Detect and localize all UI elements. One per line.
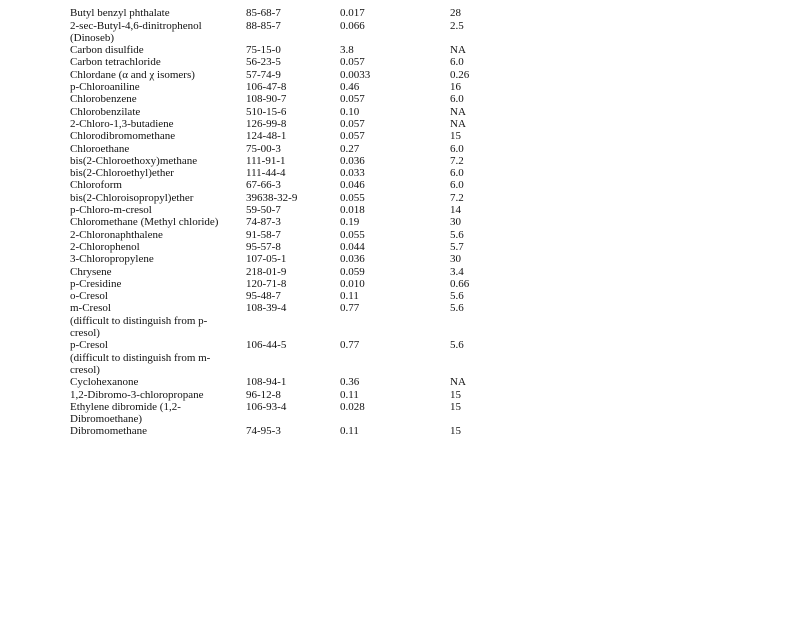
cas-number: 218-01-9 xyxy=(246,265,287,278)
wastewater-standard: 0.018 xyxy=(340,204,365,217)
cas-number: 108-94-1 xyxy=(246,376,287,389)
cas-number: 120-71-8 xyxy=(246,277,287,290)
nonwastewater-standard: 5.6 xyxy=(450,339,464,352)
cas-number: 85-68-7 xyxy=(246,7,281,20)
table-row xyxy=(0,339,800,351)
constituent-name: p-Chloro-m-cresol xyxy=(70,204,152,217)
constituent-name: Chloromethane (Methyl chloride) xyxy=(70,216,219,229)
wastewater-standard: 0.11 xyxy=(340,290,359,303)
cas-number: 106-47-8 xyxy=(246,81,287,94)
wastewater-standard: 0.036 xyxy=(340,154,365,167)
cas-number: 111-91-1 xyxy=(246,154,286,167)
nonwastewater-standard: 6.0 xyxy=(450,56,464,69)
wastewater-standard: 0.055 xyxy=(340,191,365,204)
nonwastewater-standard: 30 xyxy=(450,216,461,229)
table-row xyxy=(0,69,800,81)
cas-number: 111-44-4 xyxy=(246,167,286,180)
cas-number: 56-23-5 xyxy=(246,56,281,69)
nonwastewater-standard: 15 xyxy=(450,388,461,401)
nonwastewater-standard: NA xyxy=(450,44,466,57)
table-row xyxy=(0,130,800,142)
constituent-name: bis(2-Chloroethoxy)methane xyxy=(70,154,198,167)
constituent-name: Chlorobenzilate xyxy=(70,105,141,118)
table-row xyxy=(0,143,800,155)
table-row xyxy=(0,315,800,340)
wastewater-standard: 0.036 xyxy=(340,253,365,266)
nonwastewater-standard: 6.0 xyxy=(450,179,464,192)
constituent-name: p-Cresol xyxy=(70,339,108,352)
nonwastewater-standard: 14 xyxy=(450,204,461,217)
cas-number: 126-99-8 xyxy=(246,117,287,130)
nonwastewater-standard: 5.6 xyxy=(450,228,464,241)
cas-number: 108-90-7 xyxy=(246,93,287,106)
constituent-name xyxy=(70,0,235,7)
cas-number: 59-50-7 xyxy=(246,204,281,217)
table-row xyxy=(0,81,800,93)
constituent-name: 3-Chloropropylene xyxy=(70,253,154,266)
wastewater-standard: 0.010 xyxy=(340,277,365,290)
cas-number: 67-66-3 xyxy=(246,179,281,192)
constituent-name: bis(2-Chloroethyl)ether xyxy=(70,167,174,180)
table-row xyxy=(0,179,800,191)
table-row xyxy=(0,167,800,179)
constituent-name: Chlorobenzene xyxy=(70,93,137,106)
wastewater-standard: 0.11 xyxy=(340,388,359,401)
constituent-name: Dibromomethane xyxy=(70,425,147,438)
wastewater-standard: 3.8 xyxy=(340,44,354,57)
constituent-name: Chlordane (α and χ isomers) xyxy=(70,68,195,81)
wastewater-standard: 0.059 xyxy=(340,265,365,278)
wastewater-standard: 0.066 xyxy=(340,19,365,32)
nonwastewater-standard: 6.0 xyxy=(450,167,464,180)
cas-number: 57-74-9 xyxy=(246,68,281,81)
nonwastewater-standard: 6.0 xyxy=(450,142,464,155)
constituent-name: Chloroform xyxy=(70,179,122,192)
table-row xyxy=(0,20,800,45)
table-row xyxy=(0,229,800,241)
cas-number: 96-12-8 xyxy=(246,388,281,401)
cas-number: 39638-32-9 xyxy=(246,191,298,204)
cas-number: 75-15-0 xyxy=(246,44,281,57)
wastewater-standard: 0.46 xyxy=(340,81,360,94)
table-row xyxy=(0,389,800,401)
nonwastewater-standard: 3.4 xyxy=(450,265,464,278)
constituent-name: (difficult to distinguish from p-cresol) xyxy=(70,314,208,340)
constituent-name: Chlorodibromomethane xyxy=(70,130,176,143)
constituent-name: 2-Chloronaphthalene xyxy=(70,228,163,241)
table-row xyxy=(0,0,800,7)
cas-number: 74-95-3 xyxy=(246,425,281,438)
wastewater-standard: 0.046 xyxy=(340,179,365,192)
wastewater-standard: 0.017 xyxy=(340,7,365,20)
cas-number: 108-39-4 xyxy=(246,302,287,315)
table-row xyxy=(0,216,800,228)
wastewater-standard: 0.10 xyxy=(340,105,360,118)
constituent-name: Chloroethane xyxy=(70,142,130,155)
nonwastewater-standard: 0.26 xyxy=(450,68,470,81)
wastewater-standard: 0.044 xyxy=(340,240,365,253)
table-row xyxy=(0,302,800,314)
wastewater-standard: 0.11 xyxy=(340,425,359,438)
nonwastewater-standard: NA xyxy=(450,376,466,389)
wastewater-standard: 0.033 xyxy=(340,167,365,180)
constituent-name: o-Cresol xyxy=(70,290,108,303)
cas-number: 106-93-4 xyxy=(246,400,287,413)
wastewater-standard: 0.27 xyxy=(340,142,360,155)
wastewater-standard: 0.0033 xyxy=(340,68,371,81)
wastewater-standard: 0.057 xyxy=(340,117,365,130)
wastewater-standard: 0.057 xyxy=(340,56,365,69)
wastewater-standard: 0.057 xyxy=(340,130,365,143)
nonwastewater-standard: 15 xyxy=(450,400,461,413)
table-row xyxy=(0,106,800,118)
constituent-name: p-Chloroaniline xyxy=(70,81,140,94)
wastewater-standard: 0.77 xyxy=(340,302,360,315)
nonwastewater-standard: 16 xyxy=(450,81,461,94)
table-row xyxy=(0,192,800,204)
table-row xyxy=(0,253,800,265)
table-row xyxy=(0,352,800,377)
table-row xyxy=(0,376,800,388)
constituent-name: 1,2-Dibromo-3-chloropropane xyxy=(70,388,204,401)
constituent-name: 2-Chloro-1,3-butadiene xyxy=(70,117,174,130)
wastewater-standard: 0.055 xyxy=(340,228,365,241)
table-row xyxy=(0,56,800,68)
constituent-name: Chrysene xyxy=(70,265,112,278)
table-row xyxy=(0,401,800,426)
cas-number: 107-05-1 xyxy=(246,253,287,266)
cas-number: 75-00-3 xyxy=(246,142,281,155)
constituent-name: Carbon disulfide xyxy=(70,44,144,57)
nonwastewater-standard: 28 xyxy=(450,7,461,20)
cas-number: 510-15-6 xyxy=(246,105,287,118)
nonwastewater-standard: 7.2 xyxy=(450,191,464,204)
table-row xyxy=(0,44,800,56)
table-row xyxy=(0,7,800,19)
nonwastewater-standard: 5.6 xyxy=(450,302,464,315)
cas-number: 124-48-1 xyxy=(246,130,287,143)
nonwastewater-standard: 7.2 xyxy=(450,154,464,167)
table-row xyxy=(0,93,800,105)
table-row xyxy=(0,290,800,302)
wastewater-standard: 0.057 xyxy=(340,93,365,106)
nonwastewater-standard: 6.0 xyxy=(450,93,464,106)
constituent-name: Carbon tetrachloride xyxy=(70,56,161,69)
nonwastewater-standard: NA xyxy=(450,105,466,118)
cas-number: 95-57-8 xyxy=(246,240,281,253)
cas-number: 74-87-3 xyxy=(246,216,281,229)
table-row xyxy=(0,266,800,278)
wastewater-standard: 0.19 xyxy=(340,216,360,229)
table-row xyxy=(0,204,800,216)
nonwastewater-standard: 15 xyxy=(450,130,461,143)
nonwastewater-standard: 2.5 xyxy=(450,19,464,32)
constituent-name: 2-Chlorophenol xyxy=(70,240,140,253)
nonwastewater-standard: 30 xyxy=(450,253,461,266)
nonwastewater-standard: 5.7 xyxy=(450,240,464,253)
nonwastewater-standard: 0.66 xyxy=(450,277,470,290)
wastewater-standard: 0.36 xyxy=(340,376,360,389)
wastewater-standard: 0.77 xyxy=(340,339,360,352)
table-row xyxy=(0,155,800,167)
wastewater-standard: 0.028 xyxy=(340,400,365,413)
constituent-name: 2-sec-Butyl-4,6-dinitrophenol (Dinoseb) xyxy=(70,19,202,44)
table-row xyxy=(0,425,800,437)
nonwastewater-standard: NA xyxy=(450,117,466,130)
constituent-name: p-Cresidine xyxy=(70,277,122,290)
cas-number: 106-44-5 xyxy=(246,339,287,352)
constituent-name: Cyclohexanone xyxy=(70,376,139,389)
constituent-name: bis(2-Chloroisopropyl)ether xyxy=(70,191,194,204)
cas-number: 95-48-7 xyxy=(246,290,281,303)
cas-number: 91-58-7 xyxy=(246,228,281,241)
constituent-name: Ethylene dibromide (1,2-Dibromoethane) xyxy=(70,400,181,426)
nonwastewater-standard: 15 xyxy=(450,425,461,438)
cas-number: 88-85-7 xyxy=(246,19,281,32)
table-row xyxy=(0,118,800,130)
constituent-name: Butyl benzyl phthalate xyxy=(70,7,170,20)
table-row xyxy=(0,278,800,290)
constituent-name: (difficult to distinguish from m-cresol) xyxy=(70,351,211,376)
constituent-name: m-Cresol xyxy=(70,302,111,315)
nonwastewater-standard: 5.6 xyxy=(450,290,464,303)
table-row xyxy=(0,241,800,253)
